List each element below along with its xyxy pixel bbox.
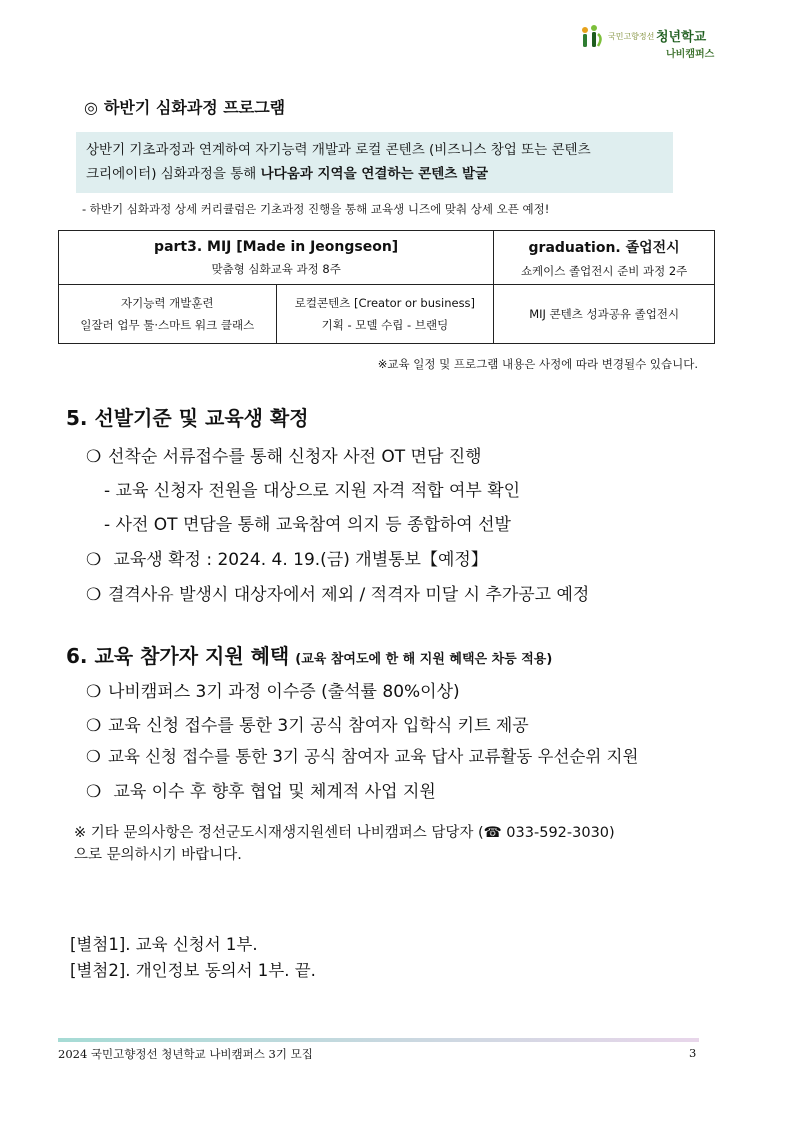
section-5-item-2 bbox=[86, 545, 488, 570]
footer-title: 2024 국민고향정선 청년학교 나비캠퍼스 3기 모집 bbox=[58, 1047, 313, 1061]
program-table bbox=[58, 230, 715, 344]
intro-line-2-prefix: 크리에이터) 심화과정을 통해 bbox=[86, 166, 261, 182]
section-5-subitem-1: - 교육 신청자 전원을 대상으로 지원 자격 적합 여부 확인 bbox=[104, 481, 521, 501]
local-content-line-1: 로컬콘텐츠 [Creator or business] bbox=[294, 296, 476, 310]
organization-logo bbox=[576, 22, 716, 62]
graduation-exhibit-text: MIJ 콘텐츠 성과공유 졸업전시 bbox=[529, 307, 680, 321]
graduation-header-cell bbox=[494, 231, 715, 285]
program-heading-text: 하반기 심화과정 프로그램 bbox=[103, 98, 286, 117]
section-6-item-3 bbox=[86, 743, 638, 767]
logo-campus: 나비캠퍼스 bbox=[666, 49, 715, 60]
section-6-item-4-text: 교육 이수 후 향후 협업 및 체계적 사업 지원 bbox=[108, 782, 436, 802]
intro-line-2 bbox=[86, 162, 663, 186]
circle-bullet-icon: ❍ bbox=[86, 550, 102, 570]
section-5-item-2-text: 교육생 확정 : 2024. 4. 19.(금) 개별통보【예정】 bbox=[108, 550, 488, 570]
section-6-item-2-text: 교육 신청 접수를 통한 3기 공식 참여자 입학식 키트 제공 bbox=[108, 716, 529, 736]
circle-bullet-icon: ❍ bbox=[86, 585, 102, 605]
program-heading bbox=[84, 95, 285, 118]
circle-bullet-icon: ❍ bbox=[86, 716, 102, 736]
section-5-subitem-2: - 사전 OT 면담을 통해 교육참여 의지 등 종합하여 선발 bbox=[104, 515, 511, 535]
graduation-subtitle: 쇼케이스 졸업전시 준비 과정 2주 bbox=[520, 263, 688, 278]
self-development-line-2: 일잘러 업무 툴·스마트 워크 클래스 bbox=[80, 318, 255, 332]
intro-highlight: 나다움과 지역을 연결하는 콘텐츠 발굴 bbox=[260, 166, 489, 182]
circle-bullet-icon: ❍ bbox=[86, 447, 102, 467]
page-number: 3 bbox=[689, 1046, 697, 1060]
logo-small-text: 국민고향정선 bbox=[608, 32, 655, 41]
section-6-item-2 bbox=[86, 711, 529, 736]
attachment-1: [별첨1]. 교육 신청서 1부. bbox=[70, 935, 258, 954]
section-5-item-3-text: 결격사유 발생시 대상자에서 제외 / 적격자 미달 시 추가공고 예정 bbox=[108, 585, 590, 605]
section-5-item-1-text: 선착순 서류접수를 통해 신청자 사전 OT 면담 진행 bbox=[108, 447, 482, 467]
part3-title: part3. MIJ [Made in Jeongseon] bbox=[154, 238, 399, 255]
self-development-line-1: 자기능력 개발훈련 bbox=[121, 296, 214, 310]
section-6-item-3-text: 교육 신청 접수를 통한 3기 공식 참여자 교육 답사 교류활동 우선순위 지원 bbox=[108, 747, 639, 766]
contact-line-1: ※ 기타 문의사항은 정선군도시재생지원센터 나비캠퍼스 담당자 (☎ 033-592-3030) bbox=[74, 825, 615, 841]
circle-bullet-icon: ❍ bbox=[86, 782, 102, 802]
section-6-subtitle: (교육 참여도에 한 해 지원 혜택은 차등 적용) bbox=[295, 652, 553, 667]
double-circle-icon: ◎ bbox=[84, 98, 98, 117]
logo-title: 청년학교 bbox=[656, 30, 707, 45]
youth-school-logo-icon bbox=[579, 24, 605, 50]
section-5-title: 5. 선발기준 및 교육생 확정 bbox=[66, 406, 309, 430]
section-5-item-1 bbox=[86, 442, 482, 467]
section-6-item-1-text: 나비캠퍼스 3기 과정 이수증 (출석률 80%이상) bbox=[108, 682, 460, 702]
intro-box bbox=[76, 132, 673, 193]
local-content-cell bbox=[276, 285, 494, 344]
contact-info bbox=[74, 822, 714, 866]
section-6-title bbox=[66, 640, 552, 669]
intro-line-1: 상반기 기초과정과 연계하여 자기능력 개발과 로컬 콘텐츠 (비즈니스 창업 또는 콘텐츠 bbox=[86, 142, 591, 158]
contact-line-2: 으로 문의하시기 바랍니다. bbox=[74, 847, 242, 863]
circle-bullet-icon: ❍ bbox=[86, 747, 101, 766]
section-5-item-3 bbox=[86, 580, 589, 605]
section-6-item-1 bbox=[86, 677, 460, 702]
local-content-line-2: 기획 - 모델 수립 - 브랜딩 bbox=[321, 318, 449, 332]
graduation-title: graduation. 졸업전시 bbox=[528, 239, 680, 256]
self-development-cell bbox=[59, 285, 277, 344]
footer-divider bbox=[58, 1038, 699, 1042]
part3-header-cell bbox=[59, 231, 494, 285]
part3-subtitle: 맞춤형 심화교육 과정 8주 bbox=[211, 261, 341, 276]
curriculum-note: - 하반기 심화과정 상세 커리큘럼은 기초과정 진행을 통해 교육생 니즈에 맞춰 상세 오픈 예정! bbox=[82, 202, 550, 216]
graduation-exhibit-cell bbox=[494, 285, 715, 344]
attachment-2: [별첨2]. 개인정보 동의서 1부. 끝. bbox=[70, 961, 316, 980]
section-6-item-4 bbox=[86, 777, 436, 802]
section-6-title-text: 6. 교육 참가자 지원 혜택 bbox=[66, 644, 290, 668]
schedule-disclaimer: ※교육 일정 및 프로그램 내용은 사정에 따라 변경될수 있습니다. bbox=[377, 357, 698, 371]
circle-bullet-icon: ❍ bbox=[86, 682, 102, 702]
